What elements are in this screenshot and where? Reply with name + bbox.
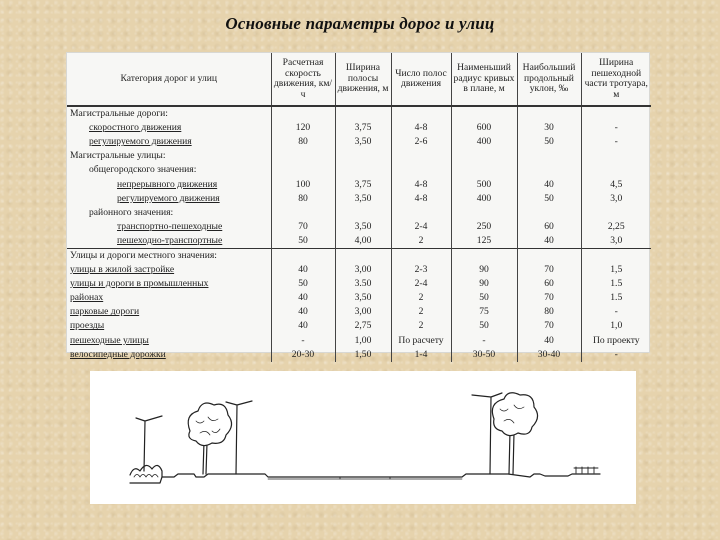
cell-lane-count: 4-8 — [391, 192, 451, 206]
cell-speed: 40 — [271, 291, 335, 305]
cell-sidewalk-width: - — [614, 306, 618, 318]
cell-min-radius: 400 — [451, 135, 517, 149]
slide-title: Основные параметры дорог и улиц — [225, 14, 495, 33]
cell-lane-width — [335, 163, 391, 177]
table-row — [67, 319, 651, 333]
cell-lane-count: 2-6 — [391, 135, 451, 149]
cell-lane-count — [391, 106, 451, 121]
cell-lane-count: 2 — [391, 319, 451, 333]
cell-max-grade: 70 — [517, 319, 581, 333]
cell-max-grade: 60 — [517, 277, 581, 291]
cell-speed: 70 — [271, 220, 335, 234]
cell-min-radius: 500 — [451, 177, 517, 191]
cell-speed — [271, 163, 335, 177]
row-category: Магистральные улицы: — [67, 149, 271, 163]
cell-max-grade: 80 — [517, 305, 581, 319]
table-header-row — [67, 53, 651, 106]
cell-max-grade: 60 — [517, 220, 581, 234]
cell-lane-width: 3,00 — [335, 263, 391, 277]
cell-sidewalk-width: - — [614, 136, 618, 148]
cell-speed — [271, 248, 335, 263]
row-category: Улицы и дороги местного значения: — [67, 248, 271, 263]
ground-profile-line — [130, 474, 600, 483]
row-category: общегородского значения: — [67, 163, 271, 177]
cell-sidewalk-width: 1,5 — [610, 264, 623, 276]
cell-speed: 50 — [271, 234, 335, 249]
table-row — [67, 177, 651, 191]
road-parameters-table-panel — [66, 52, 650, 360]
row-category: пешеходно-транспортные — [67, 234, 271, 249]
cell-speed: 40 — [271, 305, 335, 319]
cell-max-grade: 40 — [517, 234, 581, 249]
cell-speed: 40 — [271, 263, 335, 277]
table-row — [67, 234, 651, 249]
cell-lane-count: 2 — [391, 234, 451, 249]
table-row — [67, 121, 651, 135]
header-speed: Расчетная скорость движения, км/ч — [271, 53, 335, 106]
cell-max-grade: 70 — [517, 291, 581, 305]
cell-lane-width: 1,00 — [335, 334, 391, 348]
cell-sidewalk-width: 4,5 — [610, 178, 623, 190]
street-cross-section-drawing — [90, 371, 636, 504]
cell-min-radius: - — [451, 334, 517, 348]
table-row — [67, 206, 651, 220]
cell-sidewalk-width — [581, 149, 651, 163]
cell-lane-width — [335, 149, 391, 163]
cell-lane-count — [391, 248, 451, 263]
table-row — [67, 135, 651, 149]
cell-speed: 120 — [271, 121, 335, 135]
cell-lane-count: 1-4 — [391, 348, 451, 362]
row-category: транспортно-пешеходные — [67, 220, 271, 234]
cell-sidewalk-width: 2,25 — [607, 220, 625, 232]
row-category: регулируемого движения — [67, 135, 271, 149]
table-body — [67, 106, 651, 362]
cell-min-radius: 75 — [451, 305, 517, 319]
cell-lane-count: 4-8 — [391, 177, 451, 191]
header-category: Категория дорог и улиц — [67, 53, 271, 106]
row-category: регулируемого движения — [67, 192, 271, 206]
table-row — [67, 149, 651, 163]
cell-max-grade: 40 — [517, 334, 581, 348]
table-row — [67, 348, 651, 362]
cell-min-radius: 50 — [451, 319, 517, 333]
cell-sidewalk-width: 1.5 — [610, 278, 623, 290]
cell-min-radius: 50 — [451, 291, 517, 305]
cell-lane-width — [335, 206, 391, 220]
table-row — [67, 334, 651, 348]
row-category: велосипедные дорожки — [67, 348, 271, 362]
cell-lane-width: 1,50 — [335, 348, 391, 362]
table-row — [67, 192, 651, 206]
cell-sidewalk-width: 3,0 — [610, 192, 623, 204]
cell-min-radius: 400 — [451, 192, 517, 206]
cell-min-radius: 125 — [451, 234, 517, 249]
cell-min-radius: 90 — [451, 277, 517, 291]
cell-lane-count — [391, 149, 451, 163]
cell-speed — [271, 106, 335, 121]
cell-sidewalk-width: - — [614, 348, 618, 360]
cell-max-grade: 40 — [517, 177, 581, 191]
cell-sidewalk-width — [581, 206, 651, 220]
row-category: парковые дороги — [67, 305, 271, 319]
row-category: улицы в жилой застройке — [67, 263, 271, 277]
cell-lane-width: 4,00 — [335, 234, 391, 249]
left-second-light-pole — [226, 401, 252, 474]
cell-lane-width: 3,50 — [335, 192, 391, 206]
table-row — [67, 220, 651, 234]
right-tree — [509, 431, 514, 474]
cell-sidewalk-width — [581, 106, 651, 121]
cell-min-radius: 600 — [451, 121, 517, 135]
table-row — [67, 305, 651, 319]
row-category: районах — [67, 291, 271, 305]
cell-lane-width: 3,50 — [335, 135, 391, 149]
cell-max-grade — [517, 206, 581, 220]
cell-lane-width — [335, 106, 391, 121]
cell-lane-width: 3,00 — [335, 305, 391, 319]
cell-min-radius — [451, 206, 517, 220]
row-category: пешеходные улицы — [67, 334, 271, 348]
cell-max-grade — [517, 248, 581, 263]
cell-min-radius — [451, 163, 517, 177]
cell-lane-count: 2-4 — [391, 220, 451, 234]
row-category: Магистральные дороги: — [67, 106, 271, 121]
row-category: непрерывного движения — [67, 177, 271, 191]
cell-lane-count: 2 — [391, 305, 451, 319]
cell-speed: 100 — [271, 177, 335, 191]
cell-lane-count — [391, 206, 451, 220]
table-row — [67, 277, 651, 291]
cell-max-grade — [517, 163, 581, 177]
cell-lane-width: 3,50 — [335, 291, 391, 305]
cell-max-grade: 30-40 — [517, 348, 581, 362]
cell-sidewalk-width — [581, 248, 651, 263]
cell-lane-count: 2 — [391, 291, 451, 305]
header-lane-count: Число полос движения — [391, 53, 451, 106]
cell-lane-width: 2,75 — [335, 319, 391, 333]
cell-min-radius: 30-50 — [451, 348, 517, 362]
row-category: улицы и дороги в промышленных — [67, 277, 271, 291]
cell-min-radius: 250 — [451, 220, 517, 234]
cell-lane-count: 4-8 — [391, 121, 451, 135]
cell-min-radius — [451, 248, 517, 263]
cell-sidewalk-width: 1.5 — [610, 292, 623, 304]
header-lane-width: Ширина полосы движения, м — [335, 53, 391, 106]
cell-min-radius — [451, 106, 517, 121]
cell-lane-width — [335, 248, 391, 263]
cell-sidewalk-width: - — [614, 122, 618, 134]
row-category: районного значения: — [67, 206, 271, 220]
cell-sidewalk-width: По проекту — [592, 334, 640, 346]
row-category: проезды — [67, 319, 271, 333]
cell-max-grade — [517, 106, 581, 121]
table-row — [67, 263, 651, 277]
street-cross-section-panel — [90, 371, 636, 504]
cell-lane-width: 3.50 — [335, 277, 391, 291]
table-row — [67, 291, 651, 305]
cell-max-grade: 50 — [517, 135, 581, 149]
cell-max-grade: 30 — [517, 121, 581, 135]
cell-lane-count: По расчету — [391, 334, 451, 348]
cell-speed — [271, 149, 335, 163]
row-category: скоростного движения — [67, 121, 271, 135]
cell-speed: 80 — [271, 135, 335, 149]
left-light-pole — [136, 416, 162, 471]
cell-speed: 20-30 — [271, 348, 335, 362]
road-parameters-table — [67, 53, 651, 362]
table-row — [67, 106, 651, 121]
cell-speed: - — [271, 334, 335, 348]
cell-min-radius: 90 — [451, 263, 517, 277]
cell-lane-count — [391, 163, 451, 177]
header-max-grade: Наибольший продольный уклон, ‰ — [517, 53, 581, 106]
cell-lane-width: 3,75 — [335, 177, 391, 191]
cell-max-grade: 50 — [517, 192, 581, 206]
table-row — [67, 248, 651, 263]
cell-speed: 80 — [271, 192, 335, 206]
cell-lane-count: 2-3 — [391, 263, 451, 277]
header-min-radius: Наименьший радиус кривых в плане, м — [451, 53, 517, 106]
table-row — [67, 163, 651, 177]
header-sidewalk-width: Ширина пешеходной части тротуара, м — [581, 53, 651, 106]
cell-sidewalk-width — [581, 163, 651, 177]
cell-lane-count: 2-4 — [391, 277, 451, 291]
cell-speed — [271, 206, 335, 220]
cell-lane-width: 3,50 — [335, 220, 391, 234]
cell-speed: 40 — [271, 319, 335, 333]
cell-sidewalk-width: 1,0 — [610, 320, 623, 332]
right-fence — [574, 467, 598, 473]
cell-lane-width: 3,75 — [335, 121, 391, 135]
cell-max-grade: 70 — [517, 263, 581, 277]
cell-sidewalk-width: 3,0 — [610, 234, 623, 246]
cell-max-grade — [517, 149, 581, 163]
cell-speed: 50 — [271, 277, 335, 291]
cell-min-radius — [451, 149, 517, 163]
